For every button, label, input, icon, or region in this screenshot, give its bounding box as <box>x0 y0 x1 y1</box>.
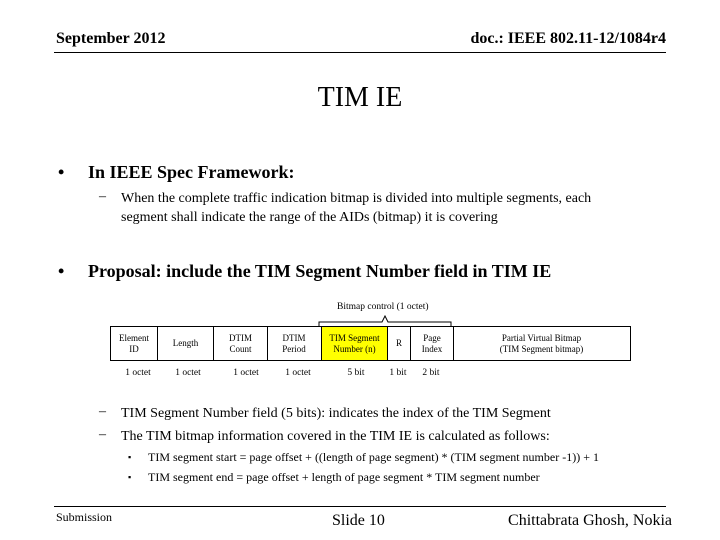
field-partial-virtual-bitmap: Partial Virtual Bitmap (TIM Segment bitmap) <box>453 326 631 361</box>
field-dtim-period: DTIM Period <box>267 326 322 361</box>
bullet-2-text: Proposal: include the TIM Segment Number field in TIM IE <box>88 261 552 281</box>
header-date: September 2012 <box>56 30 166 47</box>
formula-2-marker: ▪ <box>128 472 132 482</box>
field-element-id: Element ID <box>110 326 158 361</box>
footer-divider <box>54 506 666 507</box>
bullet-1-marker: • <box>58 162 65 182</box>
size-element-id: 1 octet <box>125 368 151 378</box>
size-length: 1 octet <box>175 368 201 378</box>
detail-line-2: The TIM bitmap information covered in the TIM IE is calculated as follows: <box>121 429 550 444</box>
formula-segment-end: TIM segment end = page offset + length of page segment * TIM segment number <box>148 470 540 484</box>
slide-title: TIM IE <box>317 82 403 113</box>
detail-2-marker: – <box>99 427 106 442</box>
bullet-1-sub-line1: When the complete traffic indication bitmap is divided into multiple segments, each <box>121 191 592 206</box>
header-doc-number: doc.: IEEE 802.11-12/1084r4 <box>470 30 666 47</box>
formula-segment-start: TIM segment start = page offset + ((length of page segment) * (TIM segment number -1)) + 1 <box>148 450 599 464</box>
field-tim-segment-number: TIM Segment Number (n) <box>321 326 388 361</box>
bullet-1-sub-line2: segment shall indicate the range of the AIDs (bitmap) it is covering <box>121 210 498 225</box>
field-dtim-count: DTIM Count <box>213 326 268 361</box>
size-dtim-count: 1 octet <box>233 368 259 378</box>
formula-1-marker: ▪ <box>128 452 132 462</box>
detail-line-1: TIM Segment Number field (5 bits): indicates the index of the TIM Segment <box>121 406 551 421</box>
bitmap-control-label: Bitmap control (1 octet) <box>337 302 429 312</box>
field-length: Length <box>157 326 214 361</box>
size-page-index: 2 bit <box>422 368 440 378</box>
detail-1-marker: – <box>99 404 106 419</box>
bullet-2-marker: • <box>58 261 65 281</box>
footer-submission: Submission <box>56 510 113 524</box>
size-dtim-period: 1 octet <box>285 368 311 378</box>
field-reserved: R <box>387 326 411 361</box>
bullet-1-sub-marker: – <box>99 189 106 204</box>
size-tim-segment-number: 5 bit <box>347 368 365 378</box>
footer-slide-number: Slide 10 <box>332 512 385 529</box>
size-reserved: 1 bit <box>389 368 407 378</box>
header-divider <box>54 52 666 53</box>
footer-author: Chittabrata Ghosh, Nokia <box>508 512 672 529</box>
bullet-1-text: In IEEE Spec Framework: <box>88 162 295 182</box>
field-page-index: Page Index <box>410 326 454 361</box>
